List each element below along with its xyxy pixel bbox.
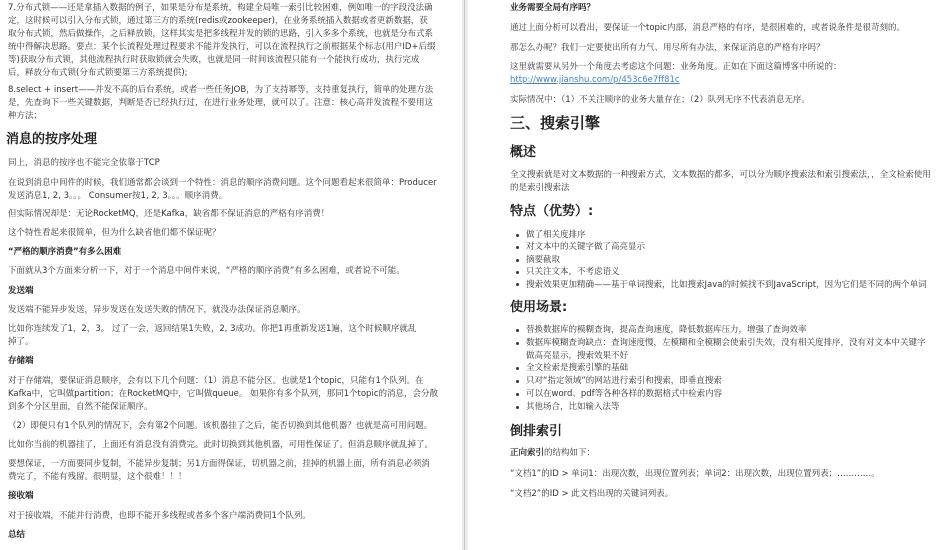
list-item: [510, 266, 938, 278]
paragraph-sender-example: [8, 323, 458, 349]
bullet-icon: [516, 283, 519, 286]
text-line: 要想保证，一方面要同步复制，不能异步复制；另1方面得保证，切机器之前，挂掉的机器上面，所有消息必须消: [8, 459, 430, 469]
bullet-icon: [516, 367, 519, 370]
text-line: 发送端: [8, 286, 34, 296]
text-line: 定，这时候可以引入分布式锁，通过第三方的系统(redis或zookeeper)，在业务系统插入数据或者更新数据，获: [8, 16, 428, 26]
subheading-summary: [8, 529, 458, 542]
text-line: 是，先查询下一些关键数据，判断是否已经执行过，在进行业务处理，就可以了。注意：核心高并发流程不要用这: [8, 98, 434, 108]
list-item: [510, 337, 938, 363]
paragraph-overview: [510, 169, 938, 195]
list-item-text: 全文检索是搜索引擎的基础: [526, 363, 629, 374]
text-line: 比如你当前的机器挂了，上面还有消息没有消费完。此时切换到其他机器，可用性保证了。但消息顺序就乱掉了。: [8, 440, 434, 450]
text-line: 等)获取分布式锁，其他流程执行时获取锁就会失败，也就是同一时间该流程只能有一个能执行成功，执行完成: [8, 55, 420, 65]
paragraph-analysis: [8, 265, 458, 278]
paragraph-storage-partition: [8, 375, 458, 414]
text-line: 发送消息1, 2, 3。。。 Consumer按1, 2, 3。。。顺序消费。: [8, 191, 228, 201]
heading-search-engine: 三、搜索引擎: [510, 114, 601, 132]
list-item: [510, 324, 938, 337]
paragraph-tcp: [8, 157, 458, 170]
document-page-left: [0, 0, 462, 550]
paragraph-actual-case: [8, 208, 458, 221]
heading-use-cases: 使用场景:: [510, 300, 568, 315]
list-item-text: 数据库模糊查询缺点：查询速度慢，左模糊和全模糊会使索引失效，没有相关度排序，没有对文本中关键字: [526, 337, 926, 348]
paragraph-business-angle: [510, 61, 938, 87]
subheading-storage: [8, 355, 458, 368]
bullet-icon: [516, 406, 519, 409]
list-item: [510, 375, 938, 388]
paragraph-mq-ordering: [8, 177, 458, 203]
text-line: 这里就需要从另外一个角度去考虑这个问题：业务角度。正如在下面这篇博客中所说的：: [510, 62, 842, 72]
text-line: 业务需要全局有序吗？: [510, 3, 596, 13]
text-line: 到多个分区里面，自然不能保证顺序。: [8, 402, 153, 412]
paragraph-document-1: [510, 468, 938, 481]
list-item-text: 可以在word、pdf等各种各样的数据格式中检索内容: [526, 388, 723, 399]
heading-message-ordering: 消息的按序处理: [6, 132, 98, 147]
text-line: 取分布式锁，然后做操作，之后释放锁，这样其实是把多线程并发的锁的思路，引入多多个系统，也就是分布式系: [8, 29, 434, 39]
paragraph-distributed-lock: [8, 2, 458, 80]
heading-inverted-index: 倒排索引: [510, 424, 563, 439]
list-item-text: 只关注文本，不考虑语义: [526, 267, 620, 278]
text-line: “文档2”的ID > 此文档出现的关键词列表。: [510, 489, 674, 499]
text-line: 掉了。: [8, 337, 34, 347]
heading-features: 特点（优势）:: [510, 204, 594, 219]
list-item: [510, 362, 938, 375]
list-item: [510, 388, 938, 401]
list-item-text: 对文本中的关键字做了高亮显示: [526, 242, 646, 253]
features-list: [510, 229, 938, 291]
list-item: [510, 241, 938, 253]
use-cases-list: [510, 324, 938, 414]
page-divider: [464, 0, 465, 550]
list-item-text: 替换数据库的模糊查询，提高查询速度，降低数据库压力，增强了查询效率: [526, 325, 807, 335]
list-item: [510, 279, 938, 291]
paragraph-document-2: [510, 488, 938, 501]
subheading-global-order: [510, 2, 938, 15]
text-line: 的是索引搜索法: [510, 183, 570, 193]
list-item-text: 只对“指定领域”的网站进行索引和搜索，即垂直搜索: [526, 376, 722, 387]
text-line: 通过上面分析可以看出，要保证一个topic内部，消息严格的有序，是很困难的，或者说条件是很苛刻的。: [510, 23, 905, 33]
paragraph-topic-order: [510, 22, 938, 35]
text-line: 在说到消息中间件的时候，我们通常都会谈到一个特性：消息的顺序消费问题。这个问题看起来很简单：Producer: [8, 178, 437, 188]
text-line: 发送端不能异步发送，异步发送在发送失败的情况下，就没办法保证消息顺序。: [8, 305, 306, 315]
text-line: 统中得解决思路。要点：某个长流程处理过程要求不能并发执行，可以在流程执行之前根据某个标志(用户ID+后缀: [8, 42, 436, 52]
text-line: “严格的顺序消费”有多么困难: [8, 247, 122, 257]
list-item-text: 搜索效果更加精确——基于单词搜索，比如搜索Java的时候找不到JavaScript，因为它们是不同的两个单词: [526, 279, 927, 290]
list-item: [510, 401, 938, 414]
text-line: Kafka中，它叫做partition；在RocketMQ中，它叫做queue。 如果你有多个队列，那同1个topic的消息，会分散: [8, 389, 438, 399]
bullet-icon: [516, 393, 519, 396]
text-line: 种方法；: [8, 111, 43, 121]
text-line: 总结: [8, 530, 26, 540]
bullet-icon: [516, 234, 519, 237]
text-line: 对于存储端，要保证消息顺序，会有以下几个问题：（1）消息不能分区。也就是1个topic，只能有1个队列。在: [8, 376, 424, 386]
paragraph-what-to-do: [510, 42, 938, 55]
list-item: [510, 254, 938, 266]
list-item-text: 摘要截取: [526, 254, 561, 265]
text-line: 接收端: [8, 491, 34, 501]
subheading-receiver: [8, 490, 458, 503]
bullet-icon: [516, 342, 519, 345]
bullet-icon: [516, 259, 519, 262]
list-item-text: 其他场合，比如输入法等: [526, 401, 620, 412]
document-page-right: [468, 0, 942, 550]
text-line: “文档1”的ID > 单词1：出现次数，出现位置列表；单词2：出现次数，出现位置列表；…………。: [510, 469, 880, 479]
text-line: 实际情况中：（1）不关注顺序的业务大量存在；（2）队列无序不代表消息无序。: [510, 95, 810, 105]
paragraph-storage-example: [8, 439, 458, 452]
text-line: 同上，消息的按序也不能完全依靠于TCP: [8, 158, 160, 168]
subheading-sender: [8, 285, 458, 298]
bullet-icon: [516, 271, 519, 274]
text-line: 但实际情况却是：无论RocketMQ，还是Kafka，缺省都不保证消息的严格有序消费！: [8, 209, 330, 219]
paragraph-sender-async: [8, 304, 458, 317]
forward-index-term: 正向索引: [510, 448, 545, 458]
paragraph-forward-index: [510, 447, 938, 460]
text-line: 下面就从3个方面来分析一下，对于一个消息中间件来说，“严格的顺序消费”有多么困难，或者说不可能。: [8, 266, 405, 276]
paragraph-select-insert: [8, 84, 458, 123]
text-line: 比如你连续发了1，2，3。 过了一会，返回结果1失败，2, 3成功。你把1再重新发送1遍，这个时候顺序就乱: [8, 324, 417, 334]
forward-index-rest: 的结构如下：: [544, 448, 596, 458]
paragraph-receiver: [8, 510, 458, 523]
text-line: 8.select + insert——并发不高的后台系统，或者一些任务JOB，为了支持幂等，支持重复执行，简单的处理方法: [8, 85, 434, 95]
list-item: [510, 229, 938, 241]
text-line: 7.分布式锁——还是拿插入数据的例子，如果是分布是系统，构建全局唯一索引比较困难，例如唯一的字段没法确: [8, 3, 433, 13]
text-line: 后，释放分布式锁(分布式锁要第三方系统提供);: [8, 68, 188, 78]
bullet-icon: [516, 329, 519, 332]
text-line: 这个特性看起来很简单，但为什么缺省他们都不保证呢？: [8, 228, 221, 238]
blog-link[interactable]: http://www.jianshu.com/p/453c6e7ff81c: [510, 75, 680, 85]
paragraph-storage-sync: [8, 458, 458, 484]
bullet-icon: [516, 246, 519, 249]
text-line: 存储端: [8, 356, 34, 366]
bullet-icon: [516, 380, 519, 383]
text-line: 费完了，不能有残留。很明显，这个很难！！！: [8, 472, 187, 482]
text-line: [510, 447, 938, 460]
list-item-text: 做高亮显示，搜索效果不好: [526, 350, 629, 361]
text-line: 那怎么办呢？我们一定要使出所有力气、用尽所有办法，来保证消息的严格有序吗？: [510, 43, 825, 53]
paragraph-why: [8, 227, 458, 240]
paragraph-storage-failover: [8, 420, 458, 433]
text-line: 全文搜索就是对文本数据的一种搜索方式，文本数据的都多，可以分为顺序搜索法和索引搜索法，，全文检索使用: [510, 170, 931, 180]
subheading-strict-ordering: [8, 246, 458, 259]
text-line: （2）即便只有1个队列的情况下，会有第2个问题。该机器挂了之后，能否切换到其他机器？也就是高可用问题。: [8, 421, 433, 431]
text-line: 对于接收端，不能并行消费，也即不能开多线程或者多个客户端消费同1个队列。: [8, 511, 311, 521]
paragraph-actual: [510, 94, 938, 107]
list-item-text: 做了相关度排序: [526, 230, 586, 240]
heading-overview: 概述: [510, 145, 537, 160]
